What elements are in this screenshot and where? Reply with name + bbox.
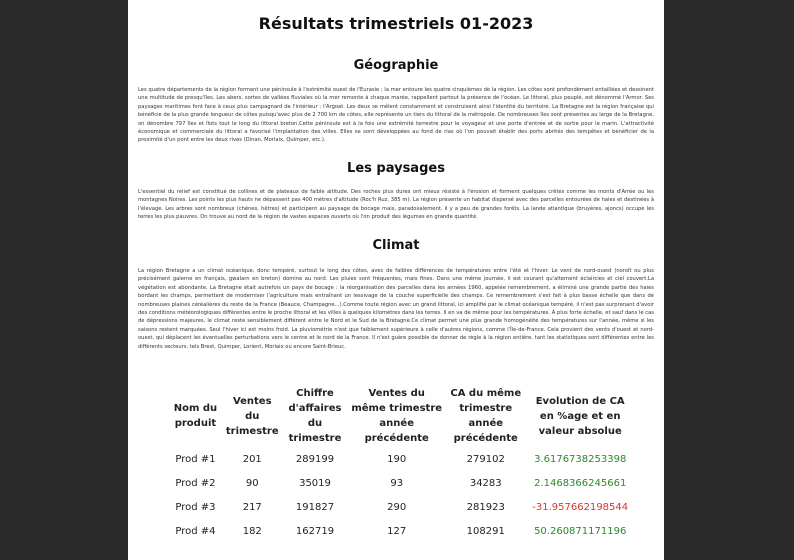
header-nom-produit: Nom du produit (173, 403, 218, 429)
header-ca-precedente: CA du même trimestre année précédente (450, 388, 522, 444)
section-heading-geographie: Géographie (353, 58, 439, 73)
cell-revenue: 162719 (295, 525, 335, 537)
page-title: Résultats trimestriels 01-2023 (258, 14, 534, 33)
document-page (128, 0, 664, 560)
cell-product: Prod #1 (175, 453, 216, 465)
cell-evolution: 50.260871171196 (534, 525, 627, 537)
section-text-paysages: L'essentiel du relief est constitué de collines et de plateaux de faible altitude. Des roches plus dures ont mieux résisté à l'érosion et forment quelques crêtes comme les monts d'Arrée ou les montagnes Noires. Les points les plus hauts ne dépassent pas 400 mètres d'altitude (Roc'h Ruz, 385 m). La région présente un habitat dispersé avec des parcelles entourées de haies et destinées à l'élevage. Les arbres sont nombreux (chênes, hêtres) et participent au paysage de bocage mais, paradoxalement, il y a peu de grandes forêts. La lande atlantique (bruyères, ajoncs) occupe les terres les plus pauvres. On trouve au nord de la région de vastes espaces ouverts où l'on produit des légumes en grande quantité. (138, 189, 654, 221)
table-header-row (168, 385, 634, 447)
cell-prev-sales: 93 (390, 477, 404, 489)
cell-product: Prod #2 (175, 477, 216, 489)
header-evolution-ca: Evolution de CA en %age et en valeur absolue (535, 395, 625, 437)
cell-sales: 217 (242, 501, 262, 513)
cell-revenue: 191827 (295, 501, 335, 513)
cell-revenue: 289199 (295, 453, 335, 465)
section-text-climat: La région Bretagne a un climat océanique, donc tempéré, surtout le long des côtes, avec de faibles différences de températures entre l'été et l'hiver. Le vent de nord-ouest (noroît ou plus précisément galerne en français, gwalarn en breton) domine au nord. Les pluies sont fréquentes, mais fines. Dans une même journée, il est courant qu'alternent éclaircies et ciel couvert.La végétation est abondante. La Bretagne était autrefois un pays de bocage : la réorganisation des parcelles dans les années 1960, appelée remembrement, a éliminé une grande partie des haies bordant les champs, permettant de moderniser l'agriculture mais entraînant un lessivage de la couche superficielle des champs. Ce remembrement s'est fait à plus basse échelle que dans de nombreuses plaines céréalières du reste de la France (Beauce, Champagne...).Comme toute région avec un grand littoral, ici amplifié par le climat océanique tempéré, il n'est pas surprenant d'avoir des conditions météorologiques différentes entre le proche littoral et les villes à quelques kilomètres dans les terres. Il en va de même pour les températures. À plus forte échelle, et sauf dans le cas de dépressions majeures, le climat reste sensiblement différent entre le Nord et le Sud de la Bretagne.Ce climat permet une plus grande homogénéité des températures sur l'année, même si les saisons restent marquées. Seul l'hiver ici est moins froid. La pluviométrie n'est que faiblement supérieure à celle d'autres régions, comme l'Île-de-France. Cela provient des vents d'ouest et nord-ouest, qui déplacent les éventuelles perturbations vers le centre et le nord de la France. Il n'est guère possible de donner de règle à la région entière, tant les statistiques sont différentes entre les différents secteurs, tels Brest, Quimper, Lorient, Morlaix ou encore Saint-Brieuc. (138, 268, 654, 350)
section-text-geographie: Les quatre départements de la région forment une péninsule à l'extrémité ouest de l'Eurasie ; la mer entoure les quatre cinquièmes de la région. Les côtes sont profondément entaillées et dessinent une multitude de presqu'îles. Les abers, sortes de vallées fluviales où la mer remonte à chaque marée, rappellent partout la présence de l'océan. Le littoral, plus peuplé, est dénommé l'Armor. Ses paysages maritimes font face à ceux plus campagnard de l'intérieur : l'Argoat. Les deux se mêlent constamment et construisent ainsi l'identité du territoire. La Bretagne est la région française qui bénéficie de la plus grande longueur de côtes puisqu'avec plus de 2 700 km de côtes, elle représente un tiers du littoral de la métropole. De nombreuses îles sont présentes au large de la Bretagne, on dénombre 797 îles et îlots tout le long du littoral breton.Cette péninsule est à la fois une extrémité terrestre pour le voyageur et une porte d'entrée et de sortie pour le marin. L'attractivité économique et commerciale du littoral a favorisé l'implantation des villes. Elles se sont développées au fond de rias où l'on pouvait établir des ports abrités des tempêtes et bénéficier de la proximité d'un pont entre les deux rives (Dinan, Morlaix, Quimper, etc.). (138, 87, 654, 144)
section-heading-paysages: Les paysages (347, 161, 445, 176)
cell-sales: 90 (245, 477, 259, 489)
cell-evolution: -31.957662198544 (532, 501, 629, 513)
header-ventes-trimestre: Ventes du trimestre (225, 395, 279, 437)
header-ventes-precedente: Ventes du même trimestre année précédente (351, 388, 443, 444)
section-heading-climat: Climat (372, 238, 420, 253)
table-row (168, 471, 634, 495)
header-ca-trimestre: Chiffre d'affaires du trimestre (288, 388, 342, 444)
cell-prev-sales: 290 (387, 501, 407, 513)
table-row (168, 519, 634, 543)
cell-prev-revenue: 281923 (466, 501, 505, 513)
cell-product: Prod #3 (175, 501, 216, 513)
table-row (168, 495, 634, 519)
cell-revenue: 35019 (299, 477, 331, 489)
cell-sales: 201 (242, 453, 262, 465)
results-table (168, 385, 634, 543)
cell-sales: 182 (242, 525, 262, 537)
cell-prev-sales: 190 (387, 453, 407, 465)
table-row (168, 447, 634, 471)
cell-product: Prod #4 (175, 525, 216, 537)
cell-prev-revenue: 34283 (469, 477, 502, 489)
cell-prev-revenue: 108291 (466, 525, 505, 537)
cell-evolution: 3.6176738253398 (534, 453, 627, 465)
cell-prev-revenue: 279102 (466, 453, 505, 465)
cell-evolution: 2.1468366245661 (534, 477, 627, 489)
cell-prev-sales: 127 (387, 525, 407, 537)
